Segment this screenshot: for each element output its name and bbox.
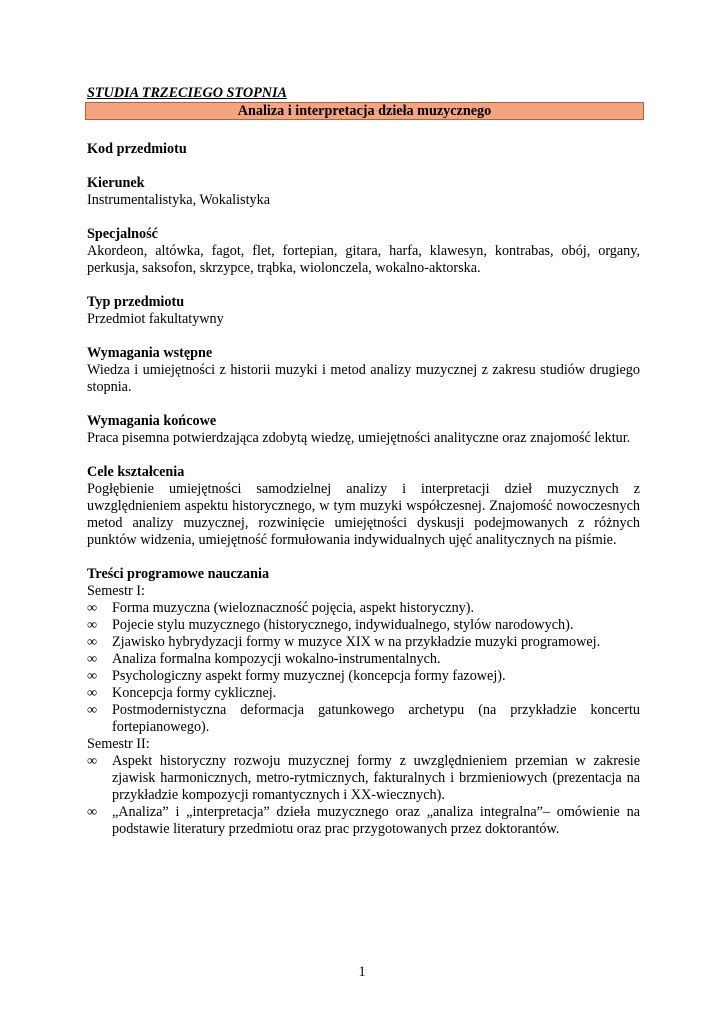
wymagania-koncowe-text: Praca pisemna potwierdzająca zdobytą wiedzę, umiejętności analityczne oraz znajomość lektur. <box>87 430 631 446</box>
heading-specjalnosc: Specjalność <box>87 226 158 242</box>
heading-wymagania-wstepne: Wymagania wstępne <box>87 345 213 361</box>
section-wymagania-wstepne <box>87 345 640 396</box>
section-wymagania-koncowe <box>87 413 640 447</box>
section-specjalnosc <box>87 226 640 277</box>
list-item: ∞ Aspekt historyczny rozwoju muzycznej formy z uwzględnieniem przemian w zakresie zjawisk harmonicznych, metro-rytmicznych, fakturalnych i brzmieniowych (prezentacja na przykładzie kompozycji romantycznych i XX-wiecznych). <box>87 753 640 803</box>
infinity-bullet-icon: ∞ <box>87 634 98 650</box>
infinity-bullet-icon: ∞ <box>87 651 98 667</box>
list-item: ∞ Zjawisko hybrydyzacji formy w muzyce XIX w na przykładzie muzyki programowej. <box>87 634 601 650</box>
infinity-bullet-icon: ∞ <box>87 804 98 820</box>
list-item: ∞ „Analiza” i „interpretacja” dzieła muzycznego oraz „analiza integralna”– omówienie na podstawie literatury przedmiotu oraz prac przygotowanych przez doktorantów. <box>87 804 640 837</box>
infinity-bullet-icon: ∞ <box>87 600 98 616</box>
section-cele <box>87 464 640 549</box>
typ-text: Przedmiot fakultatywny <box>87 311 224 327</box>
semestr-1-list <box>87 600 640 736</box>
wymagania-wstepne-text: Wiedza i umiejętności z historii muzyki i metod analizy muzycznej z zakresu studiów drugiego stopnia. <box>87 362 640 395</box>
infinity-bullet-icon: ∞ <box>87 753 98 769</box>
kierunek-text: Instrumentalistyka, Wokalistyka <box>87 192 271 208</box>
heading-tresci-programowe: Treści programowe nauczania <box>87 566 270 582</box>
section-typ <box>87 294 640 328</box>
subject-title-bar: Analiza i interpretacja dzieła muzycznego <box>85 102 644 120</box>
infinity-bullet-icon: ∞ <box>87 668 98 684</box>
list-item: ∞ Pojecie stylu muzycznego (historycznego, indywidualnego, stylów narodowych). <box>87 617 574 633</box>
semestr-2-label: Semestr II: <box>87 736 150 752</box>
semestr-1-label: Semestr I: <box>87 583 145 599</box>
semestr-2-list <box>87 753 640 838</box>
infinity-bullet-icon: ∞ <box>87 617 98 633</box>
cele-text: Pogłębienie umiejętności samodzielnej analizy i interpretacji dzieł muzycznych z uwzględnieniem aspektu historycznego, w tym muzyki współczesnej. Znajomość nowoczesnych metod analizy muzycznej, rozwinięcie umiejętności dyskusji podejmowanych z różnych punktów widzenia, umiejętność formułowania indywidualnych ujęć analitycznych na piśmie. <box>87 481 640 548</box>
heading-kod-przedmiotu: Kod przedmiotu <box>87 141 187 157</box>
heading-typ-przedmiotu: Typ przedmiotu <box>87 294 185 310</box>
doc-title: STUDIA TRZECIEGO STOPNIA <box>87 85 287 101</box>
list-item: ∞ Analiza formalna kompozycji wokalno-instrumentalnych. <box>87 651 441 667</box>
document-page <box>87 85 640 838</box>
specjalnosc-text: Akordeon, altówka, fagot, flet, fortepian, gitara, harfa, klawesyn, kontrabas, obój, organy, perkusja, saksofon, skrzypce, trąbka, wiolonczela, wokalno-aktorska. <box>87 243 640 276</box>
list-item: ∞ Forma muzyczna (wieloznaczność pojęcia, aspekt historyczny). <box>87 600 475 616</box>
section-kod <box>87 141 640 158</box>
list-item: ∞ Postmodernistyczna deformacja gatunkowego archetypu (na przykładzie koncertu fortepianowego). <box>87 702 640 735</box>
list-item: ∞ Koncepcja formy cyklicznej. <box>87 685 277 701</box>
section-tresci <box>87 566 640 838</box>
section-kierunek <box>87 175 640 209</box>
page-number: 1 <box>358 964 366 980</box>
infinity-bullet-icon: ∞ <box>87 702 98 718</box>
list-item: ∞ Psychologiczny aspekt formy muzycznej (koncepcja formy fazowej). <box>87 668 506 684</box>
heading-cele-ksztalcenia: Cele kształcenia <box>87 464 185 480</box>
heading-kierunek: Kierunek <box>87 175 145 191</box>
infinity-bullet-icon: ∞ <box>87 685 98 701</box>
heading-wymagania-koncowe: Wymagania końcowe <box>87 413 217 429</box>
